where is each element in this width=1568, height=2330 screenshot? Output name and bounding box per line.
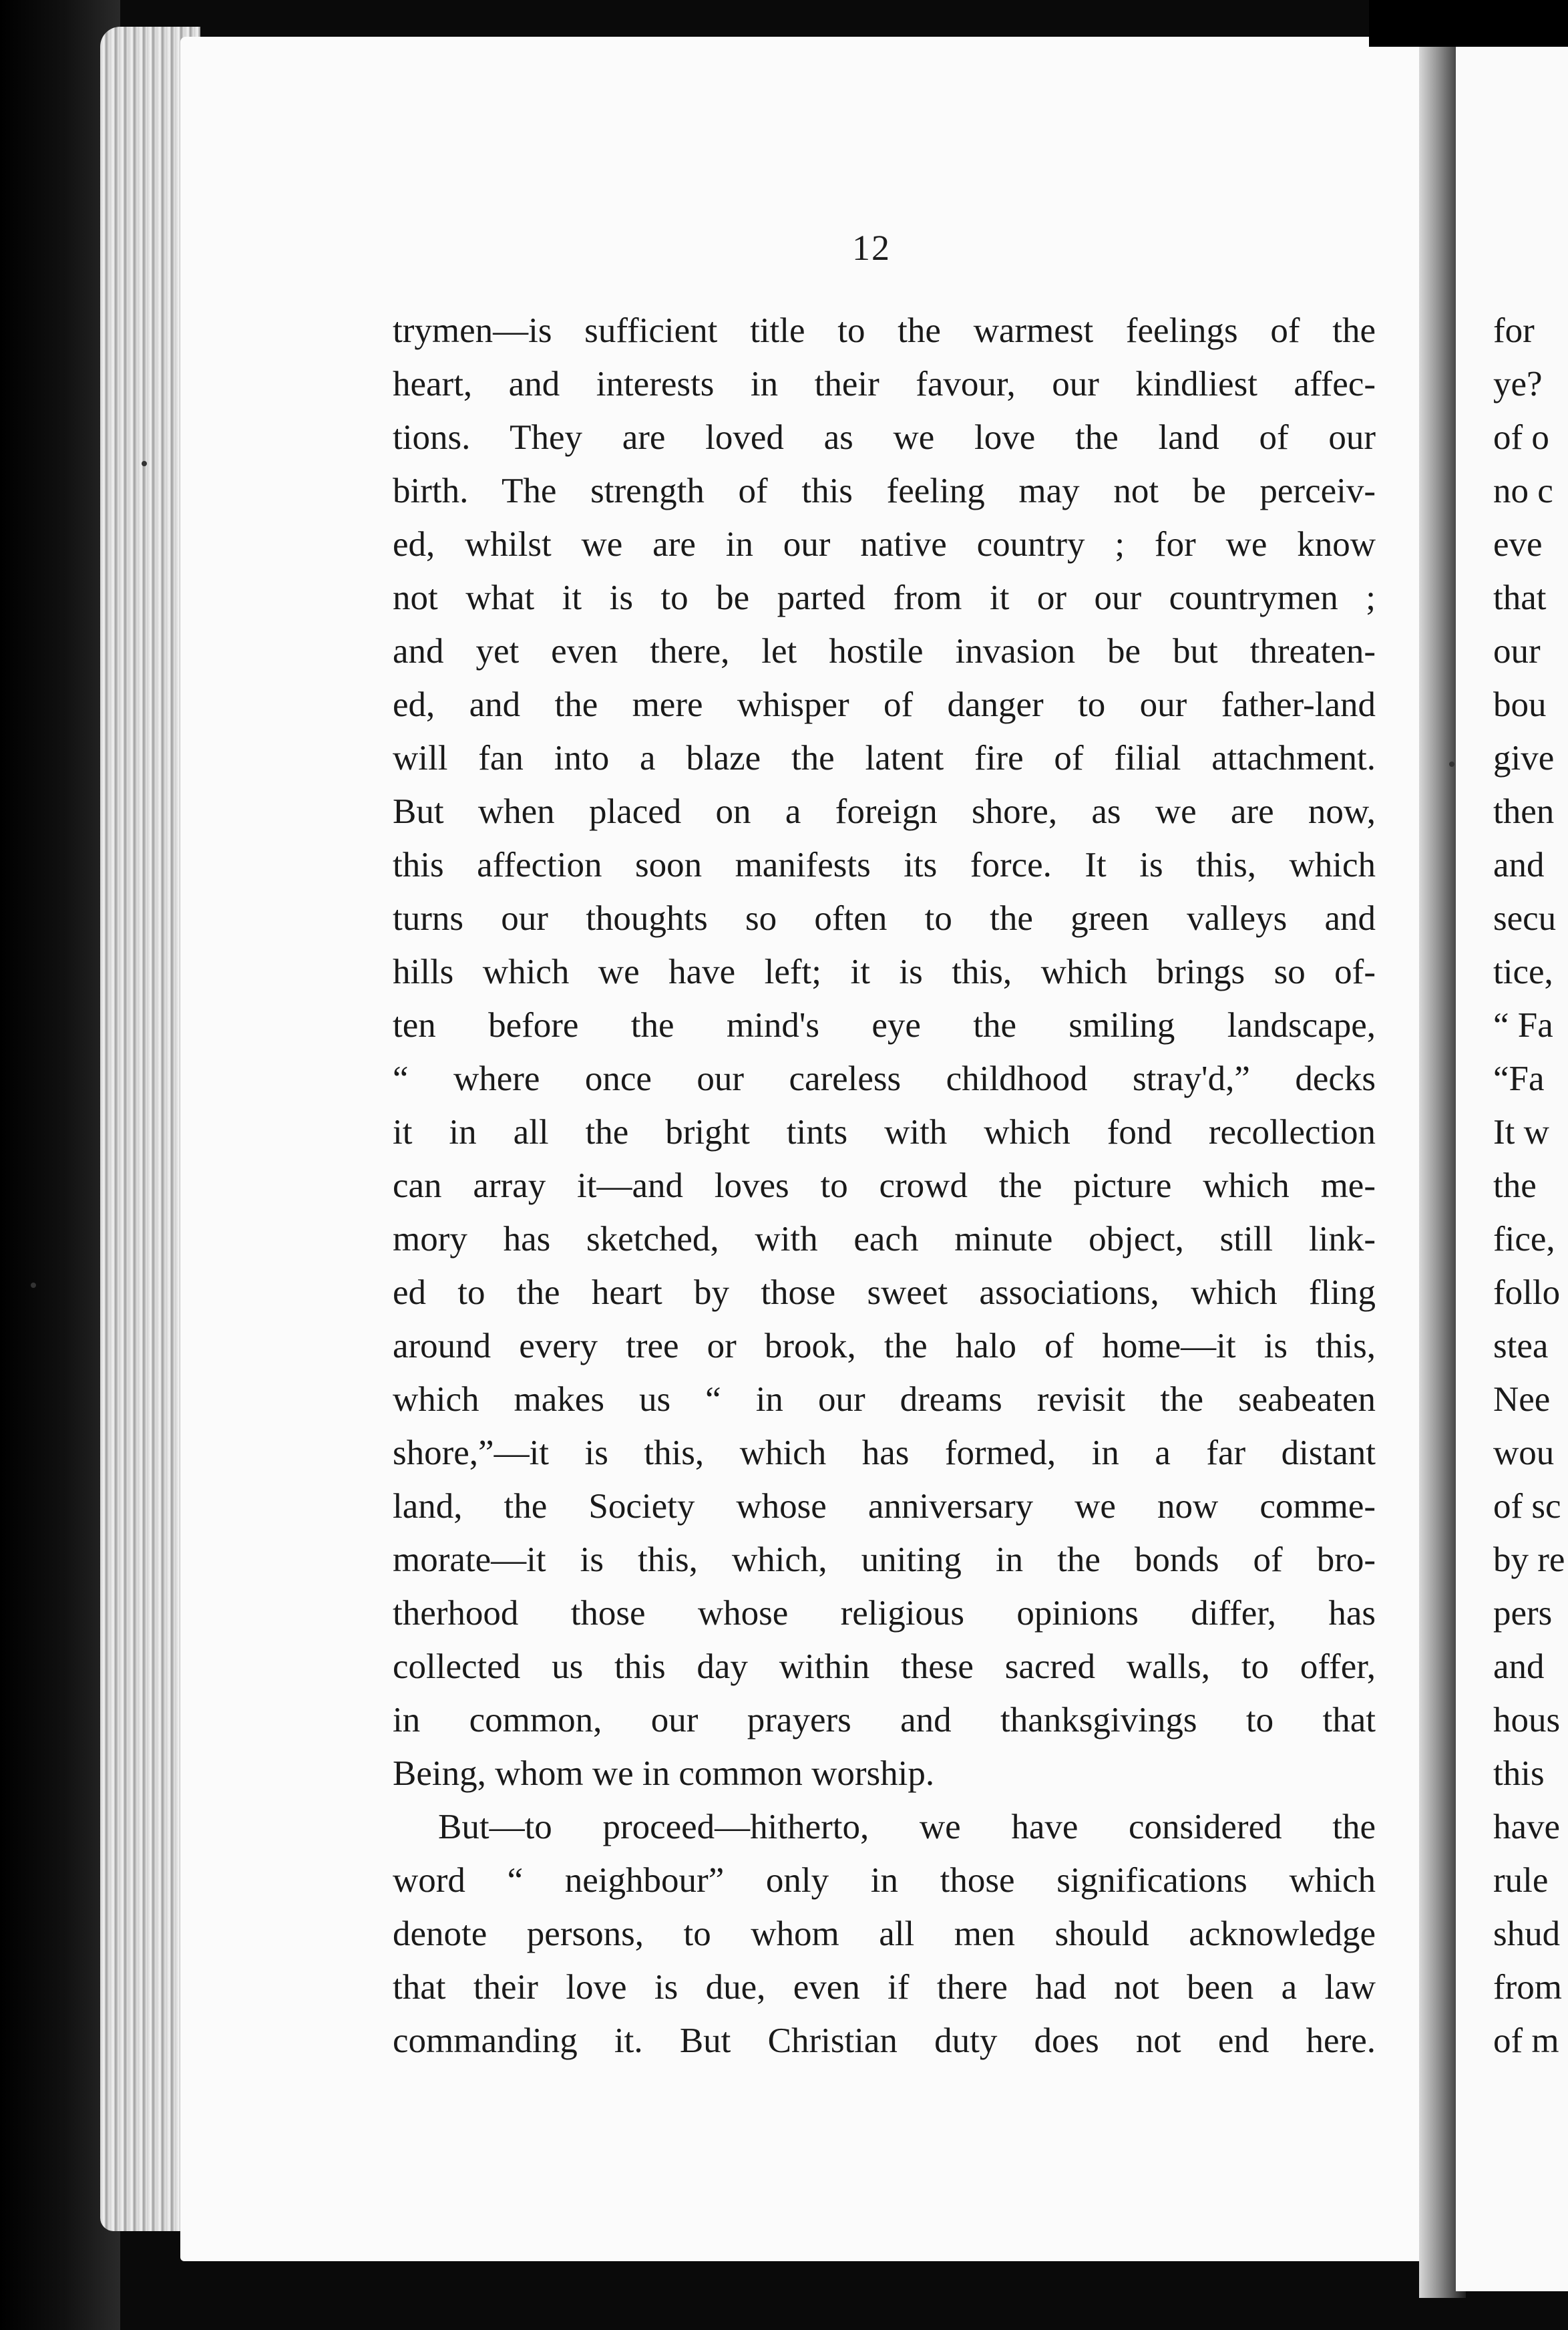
text-line: ten before the mind's eye the smiling landscape, <box>393 1006 1376 1045</box>
text-line-fragment: then <box>1493 792 1555 831</box>
text-line-fragment: the <box>1493 1166 1537 1205</box>
text-line-fragment: and <box>1493 1647 1545 1686</box>
text-line-fragment: give <box>1493 739 1555 778</box>
text-line-fragment: wou <box>1493 1434 1555 1472</box>
text-line-fragment: tice, <box>1493 953 1553 991</box>
text-line: hills which we have left; it is this, which brings so of- <box>393 953 1376 991</box>
text-line-fragment: by re <box>1493 1540 1565 1579</box>
text-line-fragment: Nee <box>1493 1380 1551 1419</box>
text-line-fragment: of sc <box>1493 1487 1561 1526</box>
text-line-fragment: shud <box>1493 1915 1561 1953</box>
paragraph-first-line: But—to proceed—hitherto, we have considered the <box>438 1808 1376 1846</box>
text-line-fragment: eve <box>1493 525 1543 564</box>
text-line-fragment: no c <box>1493 472 1553 510</box>
paragraph-last-line: Being, whom we in common worship. <box>393 1754 935 1793</box>
text-line: collected us this day within these sacred walls, to offer, <box>393 1647 1376 1686</box>
text-line: denote persons, to whom all men should acknowledge <box>393 1915 1376 1953</box>
text-line-fragment: rule <box>1493 1861 1549 1900</box>
text-line-fragment: that <box>1493 578 1547 617</box>
text-line: and yet even there, let hostile invasion be but threaten- <box>393 632 1376 671</box>
scan-speck <box>1449 762 1454 767</box>
text-line: morate—it is this, which, uniting in the bonds of bro- <box>393 1540 1376 1579</box>
left-page-text <box>393 304 1376 2067</box>
text-line: in common, our prayers and thanksgivings to that <box>393 1701 1376 1739</box>
text-line: can array it—and loves to crowd the picture which me- <box>393 1166 1376 1205</box>
text-line: mory has sketched, with each minute object, still link- <box>393 1220 1376 1259</box>
text-line: tions. They are loved as we love the land of our <box>393 418 1376 457</box>
text-line: turns our thoughts so often to the green valleys and <box>393 899 1376 938</box>
text-line: trymen—is sufficient title to the warmest feelings of the <box>393 311 1376 350</box>
text-line-fragment: have <box>1493 1808 1561 1846</box>
text-line: ed, and the mere whisper of danger to our father-land <box>393 685 1376 724</box>
text-line: not what it is to be parted from it or our countrymen ; <box>393 578 1376 617</box>
text-line-fragment: for <box>1493 311 1535 350</box>
text-line: birth. The strength of this feeling may not be perceiv- <box>393 472 1376 510</box>
text-line: which makes us “ in our dreams revisit the seabeaten <box>393 1380 1376 1419</box>
text-line: this affection soon manifests its force. It is this, which <box>393 846 1376 884</box>
text-line: therhood those whose religious opinions differ, has <box>393 1594 1376 1633</box>
text-line-fragment: secu <box>1493 899 1557 938</box>
text-line-fragment: this <box>1493 1754 1545 1793</box>
text-line: around every tree or brook, the halo of home—it is this, <box>393 1327 1376 1365</box>
text-line: will fan into a blaze the latent fire of filial attachment. <box>393 739 1376 778</box>
page-number: 12 <box>852 228 891 268</box>
text-line: it in all the bright tints with which fond recollection <box>393 1113 1376 1152</box>
text-line: ed, whilst we are in our native country ; for we know <box>393 525 1376 564</box>
text-line-fragment: stea <box>1493 1327 1549 1365</box>
scan-speck <box>31 1283 36 1288</box>
text-line: “ where once our careless childhood stray'd,” decks <box>393 1059 1376 1098</box>
text-line-fragment: “Fa <box>1493 1059 1545 1098</box>
text-line: commanding it. But Christian duty does not end here. <box>393 2021 1376 2060</box>
text-line-fragment: hous <box>1493 1701 1561 1739</box>
right-page-text-fragment <box>1493 304 1568 2067</box>
text-line: But when placed on a foreign shore, as we are now, <box>393 792 1376 831</box>
text-line-fragment: follo <box>1493 1273 1561 1312</box>
text-line-fragment: and <box>1493 846 1545 884</box>
text-line-fragment: our <box>1493 632 1541 671</box>
text-line: land, the Society whose anniversary we now comme- <box>393 1487 1376 1526</box>
scan-border <box>1369 0 1568 47</box>
scan-speck <box>142 461 147 466</box>
text-line-fragment: of m <box>1493 2021 1559 2060</box>
text-line: heart, and interests in their favour, our kindliest affec- <box>393 365 1376 403</box>
text-line-fragment: of o <box>1493 418 1549 457</box>
text-line: that their love is due, even if there had not been a law <box>393 1968 1376 2007</box>
text-line: shore,”—it is this, which has formed, in a far distant <box>393 1434 1376 1472</box>
text-line: word “ neighbour” only in those significations which <box>393 1861 1376 1900</box>
text-line-fragment: It w <box>1493 1113 1549 1152</box>
text-line-fragment: “ Fa <box>1493 1006 1553 1045</box>
text-line-fragment: pers <box>1493 1594 1553 1633</box>
text-line-fragment: ye? <box>1493 365 1543 403</box>
text-line: ed to the heart by those sweet associations, which fling <box>393 1273 1376 1312</box>
text-line-fragment: fice, <box>1493 1220 1555 1259</box>
text-line-fragment: bou <box>1493 685 1547 724</box>
text-line-fragment: from <box>1493 1968 1563 2007</box>
